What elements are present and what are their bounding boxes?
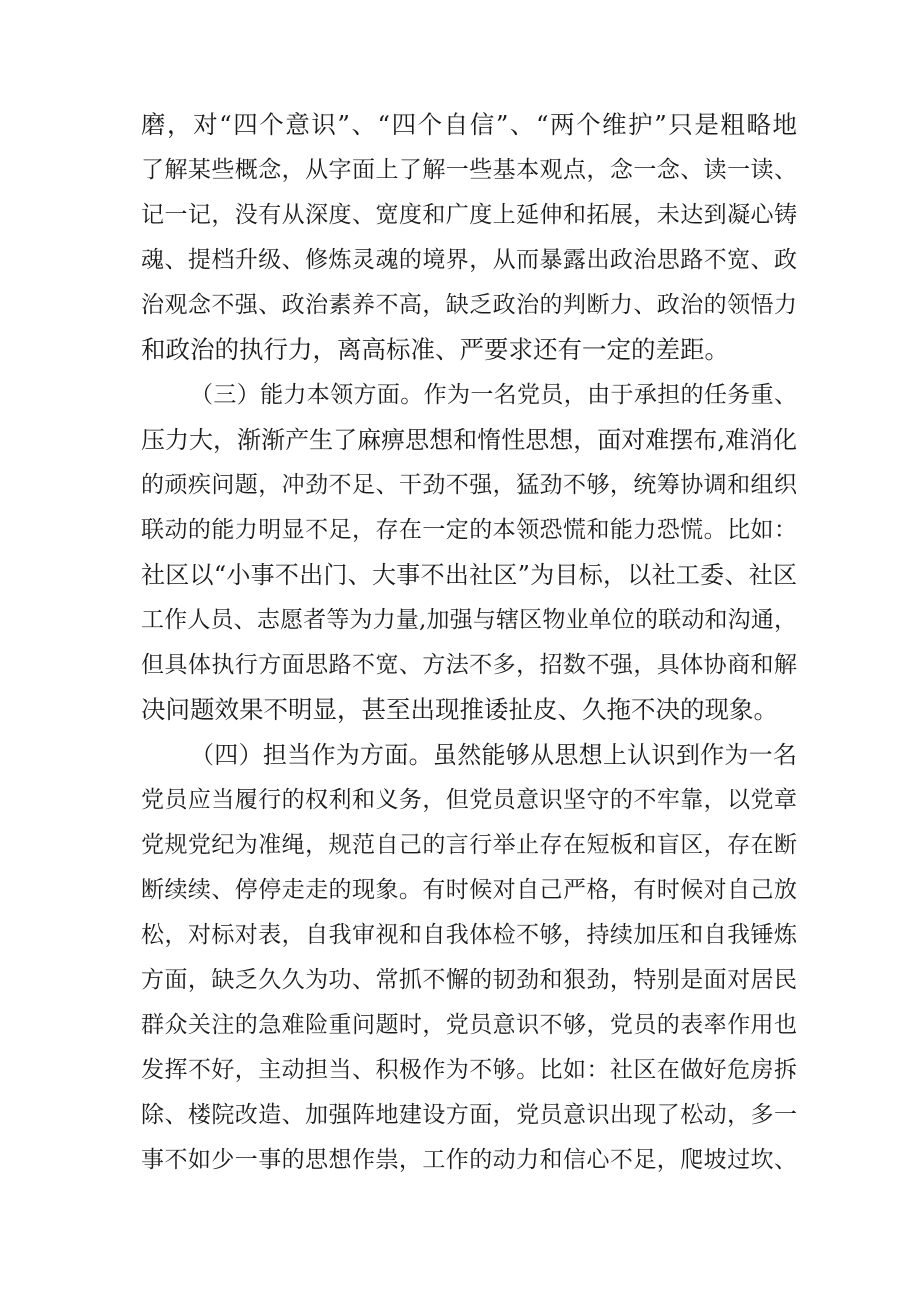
text-line-4: 魂、提档升级、修炼灵魂的境界，从而暴露出政治思路不宽、政 <box>141 247 797 273</box>
text-line-1: 磨，对“四个意识”、“四个自信”、“两个维护”只是粗略地 <box>141 110 797 139</box>
text-line-17: 党规党纪为准绳，规范自己的言行举止存在短板和盲区，存在断 <box>141 832 797 858</box>
text-line-20: 方面，缺乏久久为功、常抓不懈的韧劲和狠劲，特别是面对居民 <box>141 967 797 993</box>
text-line-10: 联动的能力明显不足，存在一定的本领恐慌和能力恐慌。比如： <box>141 517 797 543</box>
text-line-18: 断续续、停停走走的现象。有时候对自己严格，有时候对自己放 <box>141 877 797 903</box>
text-line-24: 事不如少一事的思想作祟，工作的动力和信心不足，爬坡过坎、 <box>141 1147 797 1173</box>
text-line-3: 记一记，没有从深度、宽度和广度上延伸和拓展，未达到凝心铸 <box>141 202 797 228</box>
text-line-6: 和政治的执行力，离高标准、严要求还有一定的差距。 <box>141 335 729 364</box>
text-line-23: 除、楼院改造、加强阵地建设方面，党员意识出现了松动，多一 <box>141 1102 797 1128</box>
text-line-22: 发挥不好，主动担当、积极作为不够。比如：社区在做好危房拆 <box>141 1057 797 1083</box>
text-line-16: 党员应当履行的权利和义务，但党员意识坚守的不牢靠，以党章 <box>141 787 797 813</box>
text-line-9: 的顽疾问题，冲劲不足、干劲不强，猛劲不够，统筹协调和组织 <box>141 472 797 498</box>
text-line-8: 压力大，渐渐产生了麻痹思想和惰性思想，面对难摆布,难消化 <box>141 426 797 454</box>
paragraph-3-heading-line: （三）能力本领方面。作为一名党员，由于承担的任务重、 <box>190 382 797 408</box>
paragraph-4-heading-line: （四）担当作为方面。虽然能够从思想上认识到作为一名 <box>190 741 797 769</box>
text-line-21: 群众关注的急难险重问题时，党员意识不够，党员的表率作用也 <box>141 1012 797 1038</box>
text-line-2: 了解某些概念，从字面上了解一些基本观点，念一念、读一读、 <box>141 157 797 183</box>
text-line-5: 治观念不强、政治素养不高，缺乏政治的判断力、政治的领悟力 <box>141 292 797 318</box>
text-line-19: 松，对标对表，自我审视和自我体检不够，持续加压和自我锤炼 <box>141 922 797 948</box>
text-line-13: 但具体执行方面思路不宽、方法不多，招数不强，具体协商和解 <box>141 652 797 678</box>
text-line-12: 工作人员、志愿者等为力量,加强与辖区物业单位的联动和沟通， <box>141 607 797 633</box>
text-line-14: 决问题效果不明显，甚至出现推诿扯皮、久拖不决的现象。 <box>141 695 778 724</box>
text-line-11: 社区以“小事不出门、大事不出社区”为目标，以社工委、社区 <box>141 561 797 589</box>
